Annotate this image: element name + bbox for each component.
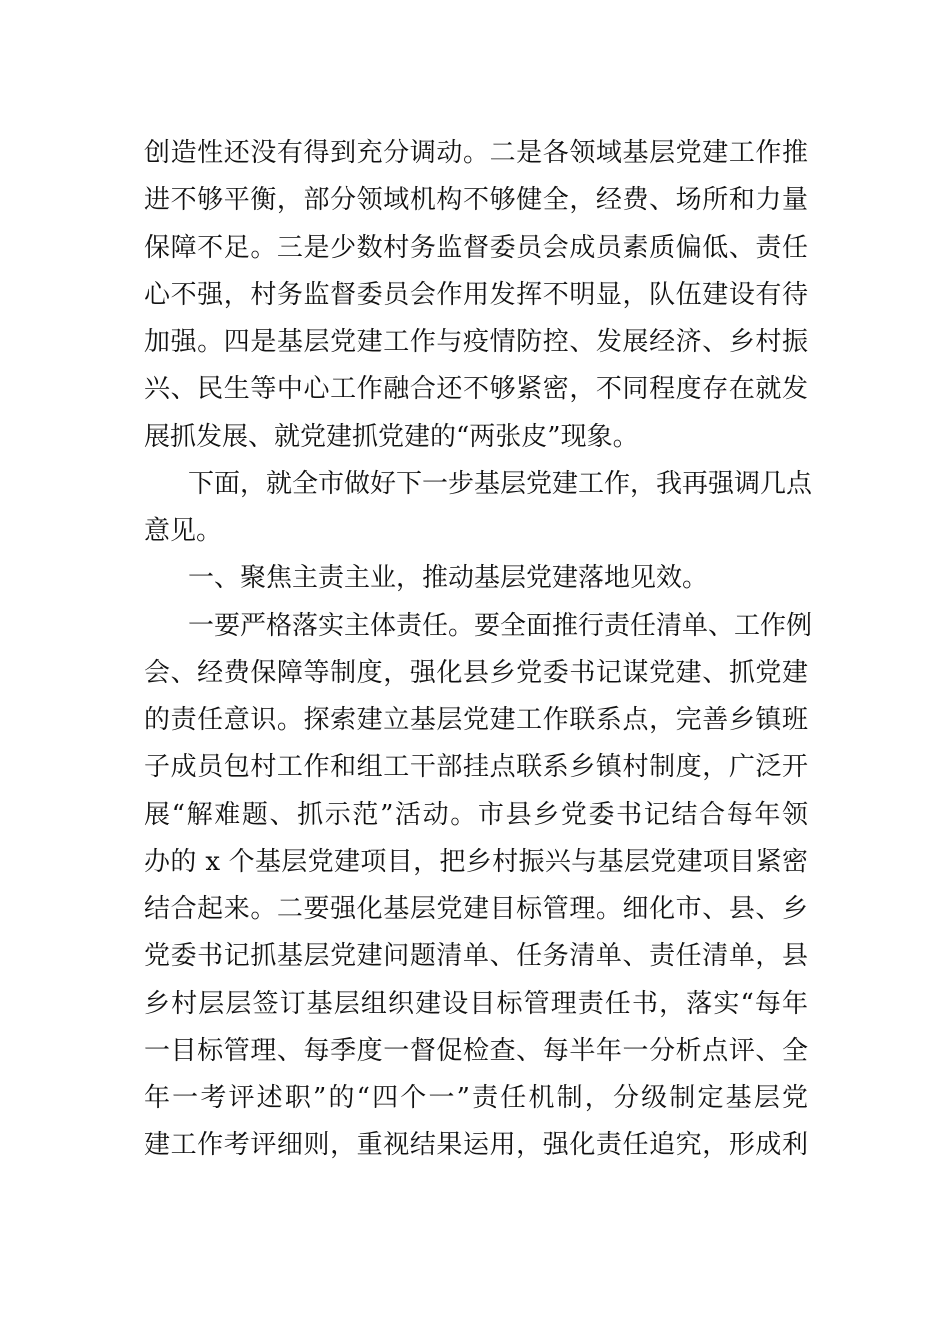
text-line: 一目标管理、每季度一督促检查、每半年一分析点评、全 <box>144 1035 808 1066</box>
text-line: 创造性还没有得到充分调动。二是各领域基层党建工作推 <box>144 138 808 168</box>
text-line: 保障不足。三是少数村务监督委员会成员素质偏低、责任 <box>144 232 808 263</box>
text-line: 办的 x 个基层党建项目，把乡村振兴与基层党建项目紧密 <box>144 846 808 877</box>
text-line: 加强。四是基层党建工作与疫情防控、发展经济、乡村振 <box>144 327 808 357</box>
text-line: 子成员包村工作和组工干部挂点联系乡镇村制度，广泛开 <box>144 752 808 783</box>
section-heading: 一、聚焦主责主业，推动基层党建落地见效。 <box>188 563 709 594</box>
text-line: 兴、民生等中心工作融合还不够紧密，不同程度存在就发 <box>144 374 808 405</box>
text-line: 下面，就全市做好下一步基层党建工作，我再强调几点 <box>188 468 813 499</box>
text-line: 结合起来。二要强化基层党建目标管理。细化市、县、乡 <box>144 894 808 924</box>
document-body <box>144 130 813 1170</box>
text-line: 建工作考评细则，重视结果运用，强化责任追究，形成利 <box>144 1130 808 1161</box>
text-line: 乡村层层签订基层组织建设目标管理责任书，落实“每年 <box>144 988 808 1019</box>
text-line: 意见。 <box>144 516 223 546</box>
text-line: 进不够平衡，部分领域机构不够健全，经费、场所和力量 <box>144 185 808 216</box>
text-line: 心不强，村务监督委员会作用发挥不明显，队伍建设有待 <box>144 279 808 310</box>
text-line: 年一考评述职”的“四个一”责任机制，分级制定基层党 <box>144 1083 808 1113</box>
text-line: 一要严格落实主体责任。要全面推行责任清单、工作例 <box>188 610 813 641</box>
text-line: 党委书记抓基层党建问题清单、任务清单、责任清单，县 <box>144 941 808 972</box>
text-line: 的责任意识。探索建立基层党建工作联系点，完善乡镇班 <box>144 705 808 735</box>
text-line: 展抓发展、就党建抓党建的“两张皮”现象。 <box>144 421 639 452</box>
text-line: 会、经费保障等制度，强化县乡党委书记谋党建、抓党建 <box>144 657 808 688</box>
text-line: 展“解难题、抓示范”活动。市县乡党委书记结合每年领 <box>144 799 808 830</box>
